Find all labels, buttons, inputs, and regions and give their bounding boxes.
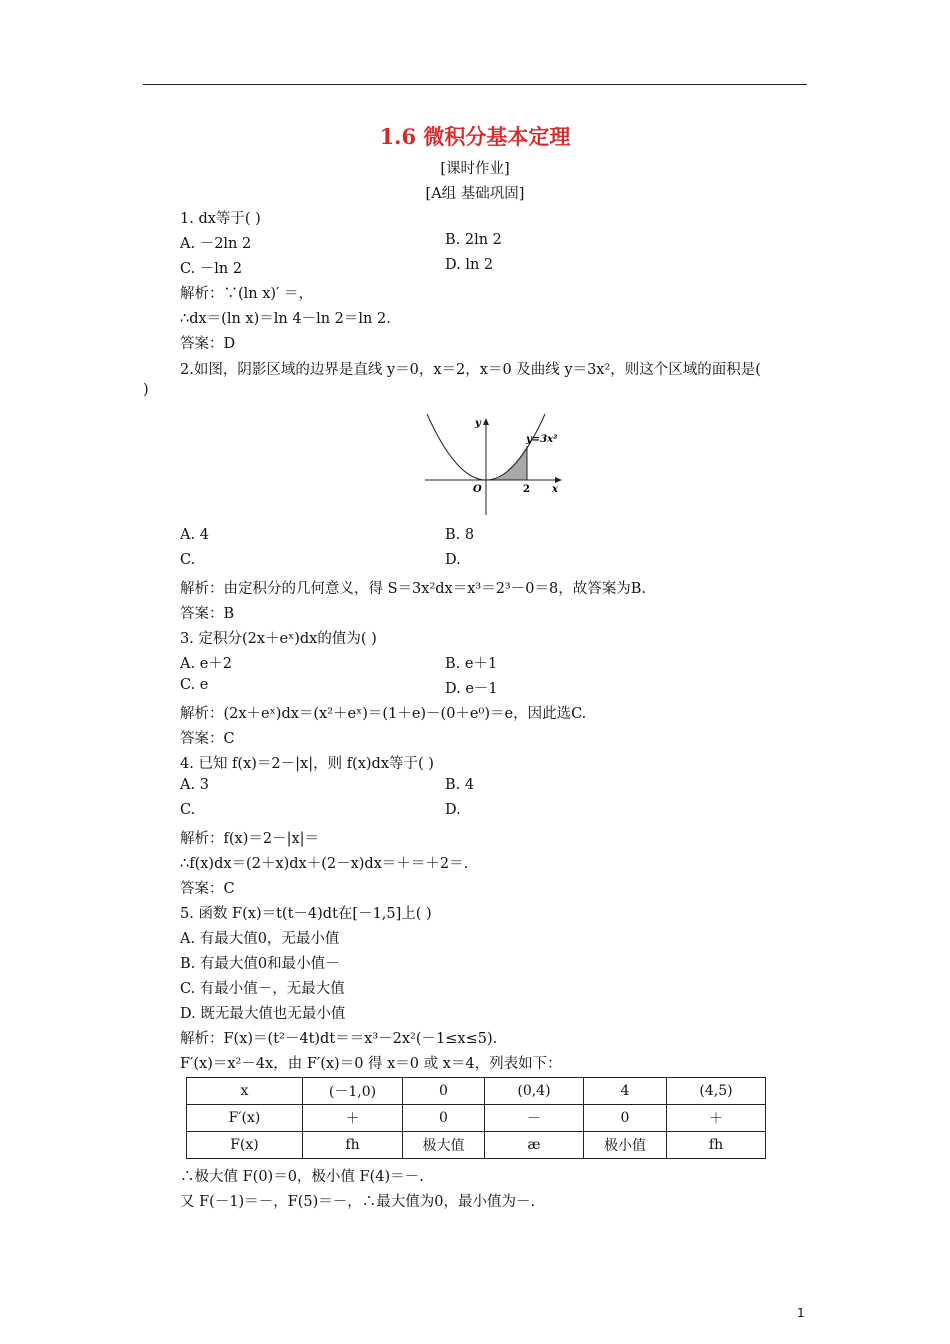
q1-option-c: C. －ln 2: [180, 261, 243, 277]
q2-option-b: B. 8: [445, 527, 475, 543]
q2-stem-line1: 2.如图，阴影区域的边界是直线 y＝0，x＝2，x＝0 及曲线 y＝3x²，则这个区域的面积是(: [180, 362, 761, 378]
q5-option-b: B. 有最大值0和最小值－: [180, 956, 340, 972]
table-cell: x: [187, 1078, 303, 1105]
q5-analysis-2: F′(x)＝x²－4x，由 F′(x)＝0 得 x＝0 或 x＝4，列表如下：: [180, 1056, 562, 1072]
shaded-region: [486, 446, 527, 480]
y-axis-label: y: [475, 418, 481, 429]
table-cell: ＋: [667, 1105, 766, 1132]
q4-option-a: A. 3: [180, 777, 209, 793]
q1-option-b: B. 2ln 2: [445, 232, 502, 248]
y-axis-arrow: [483, 418, 489, 425]
q4-answer: 答案：C: [180, 881, 235, 897]
q5-analysis-1: 解析：F(x)＝(t²－4t)dt＝＝x³－2x²(－1≤x≤5).: [180, 1031, 498, 1047]
table-row: [187, 1078, 766, 1105]
table-cell: F′(x): [187, 1105, 303, 1132]
q4-analysis-1: 解析：f(x)＝2－|x|＝: [180, 831, 320, 847]
q4-option-d: D.: [445, 802, 461, 818]
table-row: [187, 1132, 766, 1159]
subtitle-homework: [课时作业]: [440, 161, 510, 177]
table-cell: (4,5): [667, 1078, 766, 1105]
table-cell: 0: [403, 1105, 485, 1132]
q3-option-a: A. e＋2: [180, 656, 232, 672]
table-cell: æ: [485, 1132, 584, 1159]
table-cell: fh: [667, 1132, 766, 1159]
q2-stem-line2: ): [143, 382, 149, 398]
table-cell: 极大值: [403, 1132, 485, 1159]
table-cell: fh: [303, 1132, 403, 1159]
q1-option-a: A. －2ln 2: [180, 236, 252, 252]
q5-stem: 5. 函数 F(x)＝t(t－4)dt在[－1,5]上( ): [180, 906, 432, 922]
table-cell: －: [485, 1105, 584, 1132]
q2-option-c: C.: [180, 552, 196, 568]
q1-option-d: D. ln 2: [445, 257, 494, 273]
q3-stem: 3. 定积分(2x＋eˣ)dx的值为( ): [180, 631, 377, 647]
q3-option-b: B. e＋1: [445, 656, 498, 672]
table-cell: F(x): [187, 1132, 303, 1159]
origin-label: O: [473, 484, 482, 495]
table-cell: (0,4): [485, 1078, 584, 1105]
page-title: 1.6 微积分基本定理: [379, 124, 571, 149]
q3-analysis: 解析：(2x＋eˣ)dx＝(x²＋eˣ)＝(1＋e)－(0＋e⁰)＝e，因此选C.: [180, 706, 587, 722]
table-cell: 0: [403, 1078, 485, 1105]
table-cell: (－1,0): [303, 1078, 403, 1105]
page-number: 1: [797, 1306, 805, 1320]
x-axis-arrow: [555, 477, 562, 483]
q5-option-d: D. 既无最大值也无最小值: [180, 1006, 346, 1022]
q1-analysis-2: ∴dx＝(ln x)＝ln 4－ln 2＝ln 2.: [180, 311, 391, 327]
table-cell: 极小值: [584, 1132, 667, 1159]
q2-option-a: A. 4: [180, 527, 209, 543]
q3-answer: 答案：C: [180, 731, 235, 747]
q1-answer: 答案：D: [180, 336, 236, 352]
q2-answer: 答案：B: [180, 606, 235, 622]
q1-analysis-1: 解析：∵(ln x)′ ＝，: [180, 286, 313, 302]
q3-option-d: D. e－1: [445, 681, 498, 697]
table-row: [187, 1105, 766, 1132]
q2-analysis: 解析：由定积分的几何意义，得 S＝3x²dx＝x³＝2³－0＝8，故答案为B.: [180, 581, 646, 597]
q2-parabola-graph: [423, 410, 585, 520]
table-cell: 4: [584, 1078, 667, 1105]
q5-conclusion-2: 又 F(－1)＝－，F(5)＝－，∴最大值为0，最小值为－.: [180, 1194, 536, 1210]
tick-label-2: 2: [523, 484, 530, 495]
q5-sign-table: [186, 1077, 766, 1159]
header-rule: [143, 84, 807, 85]
q4-option-c: C.: [180, 802, 196, 818]
x-axis-label: x: [552, 484, 558, 495]
q5-option-c: C. 有最小值－，无最大值: [180, 981, 345, 997]
q4-option-b: B. 4: [445, 777, 475, 793]
table-cell: ＋: [303, 1105, 403, 1132]
q4-stem: 4. 已知 f(x)＝2－|x|，则 f(x)dx等于( ): [180, 756, 434, 772]
q3-option-c: C. e: [180, 677, 209, 693]
q4-analysis-2: ∴f(x)dx＝(2＋x)dx＋(2－x)dx＝＋＝＋2＝.: [180, 856, 469, 872]
q5-conclusion-1: ∴极大值 F(0)＝0，极小值 F(4)＝－.: [180, 1169, 424, 1185]
table-cell: 0: [584, 1105, 667, 1132]
curve-label: y=3x²: [526, 434, 558, 445]
q2-option-d: D.: [445, 552, 461, 568]
q1-stem: 1. dx等于( ): [180, 211, 261, 227]
q5-option-a: A. 有最大值0，无最小值: [180, 931, 340, 947]
subtitle-group: [A组 基础巩固]: [425, 186, 525, 202]
